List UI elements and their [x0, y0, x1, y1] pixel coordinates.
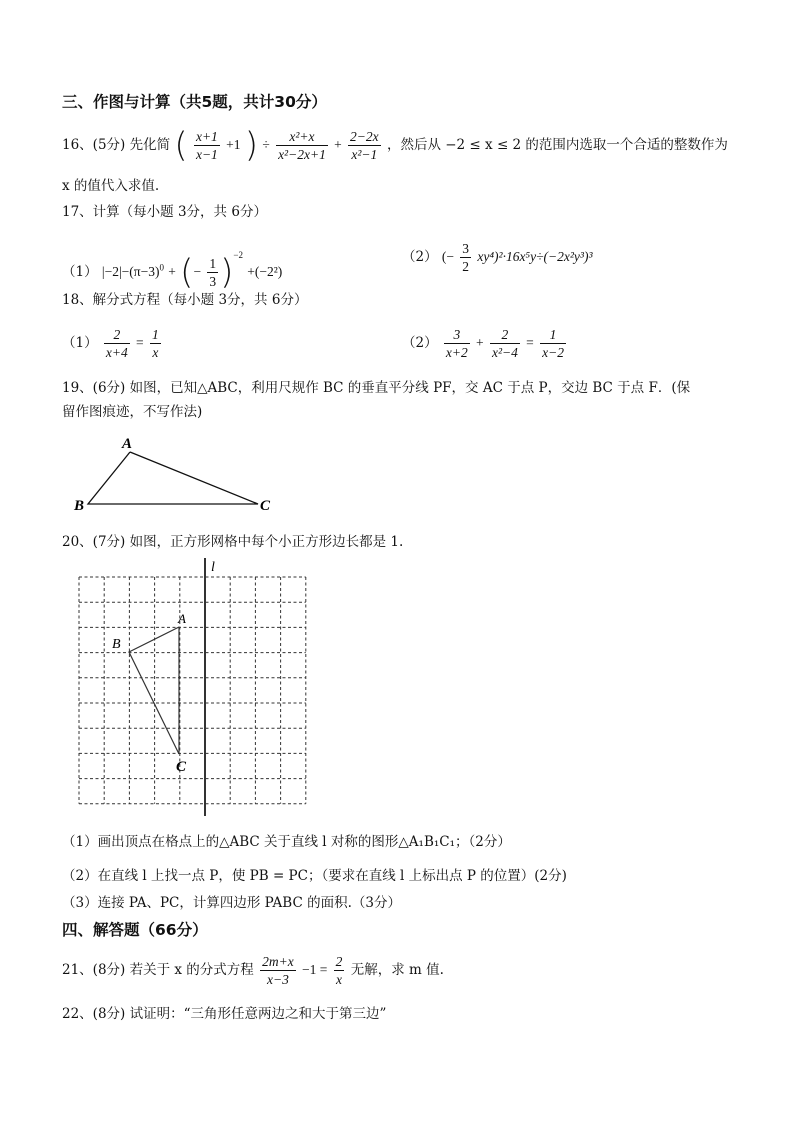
q18-p2-fraction-b	[490, 326, 520, 361]
q18-p1-right-fraction	[150, 326, 161, 361]
section-heading-4: 四、解答题（66分）	[62, 921, 208, 939]
grid-label-C: C	[176, 759, 187, 775]
q16-suffix: ，然后从 −2 ≤ x ≤ 2 的范围内选取一个合适的整数作为	[386, 137, 728, 153]
label-A: A	[122, 436, 133, 452]
q17-part-1: （1） $|-2|-(\pi-3)^0$ + (− $\frac{1}{3}$ )$^{-2}$ +(−2²)	[62, 250, 283, 293]
section-heading-3: 三、作图与计算（共5题，共计30分）	[62, 93, 327, 111]
q18-p2-c-num: 1	[540, 326, 566, 344]
q21-suffix: 无解，求 m 值.	[350, 962, 444, 978]
q18-p1-left-fraction	[104, 326, 130, 361]
q16-f2-den: x²−2x+1	[278, 147, 326, 162]
q16-f3-num: 2−2x	[350, 129, 379, 144]
dashed-grid	[79, 577, 306, 804]
q17-p2-expr-b: xy⁴)²·16x⁵y÷(−2x²y³)³	[477, 249, 593, 264]
grid-label-A: A	[178, 611, 186, 626]
q20-sub-3: （3）连接 PA、PC，计算四边形 PABC 的面积.（3分）	[62, 895, 401, 911]
q18-p1-l-num: 2	[104, 326, 130, 344]
q17-p2-expr-a: (−	[441, 249, 454, 264]
q16-f2-num: x²+x	[276, 128, 328, 146]
triangle-abc	[88, 452, 258, 504]
label-C: C	[260, 498, 271, 514]
q17-p2-fraction	[460, 240, 471, 275]
q16-fraction-2	[276, 128, 328, 163]
grid-figure	[70, 558, 320, 820]
q17-p2-frac-den: 2	[462, 259, 470, 274]
left-paren: (	[174, 125, 188, 166]
q21-r-den: x	[336, 972, 343, 987]
question-21	[62, 952, 444, 988]
left-paren: (	[180, 252, 194, 293]
q18-p1-label: （1）	[62, 335, 98, 351]
question-22: 22、(8分) 试证明：“三角形任意两边之和大于第三边”	[62, 1006, 387, 1022]
q16-prefix: 16、(5分) 先化简	[62, 137, 171, 153]
right-paren: )	[220, 252, 234, 293]
q20-sub-1: （1）画出顶点在格点上的△ABC 关于直线 l 对称的图形△A₁B₁C₁；（2分）	[62, 834, 511, 850]
q16-plus-one: +1	[226, 137, 241, 152]
q21-right-fraction	[334, 953, 345, 988]
q18-p1-eq: =	[136, 335, 144, 350]
q17-part-2	[402, 240, 593, 275]
q17-p2-frac-num: 3	[462, 241, 470, 256]
q18-p2-a-num: 3	[444, 326, 470, 344]
q18-p2-fraction-c	[540, 326, 566, 361]
question-16	[62, 125, 728, 166]
q16-f3-den: x²−1	[351, 147, 378, 162]
q17-p1-plus: +	[168, 264, 176, 279]
triangle-abc-figure	[60, 434, 290, 520]
q21-mid: −1 =	[302, 962, 328, 977]
q16-line-2: x 的值代入求值.	[62, 178, 160, 194]
q16-fraction-1	[194, 128, 220, 163]
label-l: l	[211, 560, 215, 575]
q17-p1-label: （1）	[62, 264, 98, 280]
q20-title: 20、(7分) 如图，正方形网格中每个小正方形边长都是 1.	[62, 534, 404, 550]
q21-l-num: 2m+x	[262, 954, 294, 969]
q18-p1-l-den: x+4	[105, 345, 128, 360]
q16-plus: +	[334, 137, 342, 152]
grid-label-B: B	[112, 637, 121, 652]
q18-part-2	[402, 326, 568, 361]
q18-p2-b-den: x²−4	[491, 345, 518, 360]
q17-p1-fraction	[207, 255, 218, 290]
q18-part-1	[62, 326, 163, 361]
q18-p2-label: （2）	[402, 335, 438, 351]
q17-p1-frac-den: 3	[209, 274, 217, 289]
q21-l-den: x−3	[266, 972, 289, 987]
q16-f1-num: x+1	[195, 129, 218, 144]
q18-p2-b-num: 2	[490, 326, 520, 344]
q18-p1-r-den: x	[152, 345, 159, 360]
right-paren: )	[244, 125, 259, 166]
q18-p2-eq: =	[526, 335, 534, 350]
q21-r-num: 2	[335, 954, 343, 969]
q17-p1-frac-num: 1	[209, 256, 217, 271]
label-B: B	[74, 498, 85, 514]
q16-div: ÷	[262, 137, 270, 152]
q18-p2-fraction-a	[444, 326, 470, 361]
q17-p1-exp2: −2	[233, 250, 243, 260]
q17-p2-label: （2）	[402, 249, 438, 265]
q18-p1-r-num: 1	[151, 327, 159, 342]
segments-ab-bc	[129, 627, 179, 754]
q17-p1-expr-c: +(−2²)	[247, 264, 283, 279]
q17-p1-exp0: 0	[159, 262, 164, 273]
q21-left-fraction	[260, 953, 296, 988]
q19-line-1: 19、(6分) 如图，已知△ABC，利用尺规作 BC 的垂直平分线 PF，交 AC 于点 P，交边 BC 于点 F．(保	[62, 380, 691, 396]
q16-f1-den: x−1	[195, 147, 218, 162]
q21-prefix: 21、(8分) 若关于 x 的分式方程	[62, 962, 254, 978]
q19-line-2: 留作图痕迹，不写作法)	[62, 404, 203, 420]
q17-title: 17、计算（每小题 3分，共 6分）	[62, 204, 267, 220]
q18-p2-c-den: x−2	[542, 345, 564, 360]
q18-p2-a-den: x+2	[445, 345, 468, 360]
q18-title: 18、解分式方程（每小题 3分，共 6分）	[62, 292, 308, 308]
q20-sub-2: （2）在直线 l 上找一点 P，使 PB = PC；（要求在直线 l 上标出点 P 的位置）(2分)	[62, 868, 567, 884]
q18-p2-plus: +	[476, 335, 484, 350]
q16-fraction-3	[348, 128, 381, 163]
q17-p1-expr-a: |−2|−(π−3)	[101, 264, 160, 279]
